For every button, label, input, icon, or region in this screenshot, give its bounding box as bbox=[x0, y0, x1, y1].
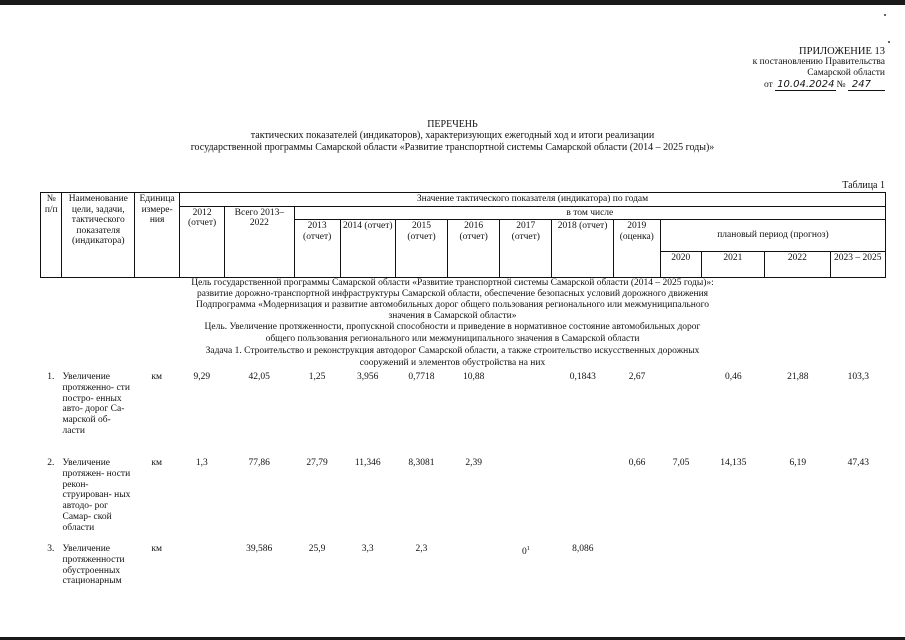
row-2013: 27,79 bbox=[306, 458, 328, 468]
row-name: Увеличение протяжен- ности рекон- струирован- ных автодо- рог Самар- ской области bbox=[62, 458, 131, 533]
row-2012 bbox=[179, 544, 224, 604]
row-2017 bbox=[500, 544, 552, 604]
document-subtitle-1: тактических показателей (индикаторов), характеризующих ежегодный ход и итоги реализации bbox=[250, 130, 655, 141]
row-2021: 0,46 bbox=[725, 372, 742, 382]
row-2013: 25,9 bbox=[308, 544, 326, 554]
indicator-table-header bbox=[40, 192, 886, 278]
row-2021: 14,135 bbox=[720, 458, 747, 468]
row-2019: 2,67 bbox=[628, 372, 646, 382]
scan-speck bbox=[884, 14, 886, 16]
goal-line: сооружений и элементов обустройства на них bbox=[359, 358, 546, 368]
row-2022 bbox=[765, 544, 831, 604]
scan-top-edge bbox=[0, 0, 905, 5]
annex-number: 247 bbox=[848, 79, 885, 91]
header-2022: 2022 bbox=[765, 252, 830, 278]
row-2020: 7,05 bbox=[672, 458, 690, 468]
header-2017: 2017 (отчет) bbox=[500, 220, 552, 278]
header-2012: 2012 (отчет) bbox=[180, 206, 225, 278]
header-2013: 2013 (отчет) bbox=[294, 220, 340, 278]
row-total: 42,05 bbox=[248, 372, 270, 382]
row-unit: км bbox=[151, 458, 163, 468]
row-2021 bbox=[702, 544, 766, 604]
header-2023: 2023 – 2025 bbox=[830, 252, 885, 278]
row-2016 bbox=[448, 544, 500, 604]
row-2017 bbox=[500, 458, 552, 544]
row-2012: 1,3 bbox=[195, 458, 208, 468]
goal-line: Цель. Увеличение протяженности, пропускной способности и приведение в нормативное состояние автомобильных дорог bbox=[204, 322, 701, 332]
row-2012: 9,29 bbox=[193, 372, 211, 382]
header-name: Наименование цели, задачи, тактического показателя (индикатора) bbox=[62, 193, 135, 278]
header-num: № п/п bbox=[41, 193, 62, 278]
table-row bbox=[40, 458, 886, 544]
goal-line: значения в Самарской области» bbox=[388, 311, 517, 321]
row-2015: 0,7718 bbox=[408, 372, 435, 382]
row-2020 bbox=[661, 372, 702, 458]
header-including: в том числе bbox=[294, 206, 885, 220]
header-unit: Единица измере- ния bbox=[135, 193, 180, 278]
row-2022: 21,88 bbox=[787, 372, 809, 382]
row-2014: 11,346 bbox=[354, 458, 381, 468]
goal-line: общего пользования регионального или межмуниципального значения в Самарской области bbox=[265, 334, 640, 344]
row-2018 bbox=[552, 458, 613, 544]
header-2018: 2018 (отчет) bbox=[552, 220, 613, 278]
row-2018: 0,1843 bbox=[569, 372, 596, 382]
header-2021: 2021 bbox=[701, 252, 764, 278]
row-2019: 0,66 bbox=[628, 458, 646, 468]
row-2013: 1,25 bbox=[308, 372, 326, 382]
header-values: Значение тактического показателя (индикатора) по годам bbox=[180, 193, 886, 207]
document-title: ПЕРЕЧЕНЬ bbox=[427, 119, 478, 130]
indicator-table-body bbox=[40, 372, 886, 604]
document-subtitle-2: государственной программы Самарской области «Развитие транспортной системы Самарской области (2014 – 2025 годы)» bbox=[190, 142, 715, 153]
annex-date: 10.04.2024 bbox=[777, 79, 835, 90]
row-unit: км bbox=[151, 372, 163, 382]
row-num: 2. bbox=[47, 458, 55, 468]
footnote-mark: 1 bbox=[526, 545, 530, 552]
goal-line: развитие дорожно-транспортной инфраструктуры Самарской области, обеспечение безопасных условий дорожного движения bbox=[196, 289, 709, 299]
row-2015: 2,3 bbox=[415, 544, 428, 554]
row-num: 1. bbox=[47, 372, 55, 382]
row-2015: 8,3081 bbox=[408, 458, 435, 468]
header-total: Всего 2013–2022 bbox=[225, 206, 295, 278]
scan-speck bbox=[888, 41, 890, 43]
row-2018: 8,086 bbox=[572, 544, 594, 554]
table-row bbox=[40, 544, 886, 604]
row-2023: 103,3 bbox=[847, 372, 869, 382]
annex-block bbox=[753, 46, 885, 91]
row-2016: 10,88 bbox=[463, 372, 485, 382]
goal-line: Задача 1. Строительство и реконструкция автодорог Самарской области, а также строительство искусственных дорожных bbox=[205, 346, 700, 356]
row-2014: 3,3 bbox=[361, 544, 374, 554]
row-2022: 6,19 bbox=[789, 458, 807, 468]
row-total: 39,586 bbox=[246, 544, 273, 554]
row-2014: 3,956 bbox=[357, 372, 379, 382]
annex-line-1: к постановлению Правительства bbox=[752, 57, 885, 67]
row-2023 bbox=[831, 544, 886, 604]
row-2017-value: 0 bbox=[521, 547, 527, 558]
row-2016: 2,39 bbox=[465, 458, 483, 468]
annex-from: от bbox=[764, 80, 773, 90]
header-2020: 2020 bbox=[660, 252, 701, 278]
row-unit: км bbox=[151, 544, 163, 554]
header-plan: плановый период (прогноз) bbox=[660, 220, 885, 252]
annex-title: ПРИЛОЖЕНИЕ 13 bbox=[799, 46, 885, 57]
row-2017 bbox=[500, 372, 552, 458]
header-2016: 2016 (отчет) bbox=[448, 220, 500, 278]
row-total: 77,86 bbox=[248, 458, 270, 468]
annex-date-line bbox=[764, 79, 885, 91]
goal-line: Цель государственной программы Самарской области «Развитие транспортной системы Самарской области (2014 – 2025 годы)»: bbox=[191, 278, 714, 288]
row-2019 bbox=[614, 544, 661, 604]
header-2014: 2014 (отчет) bbox=[340, 220, 395, 278]
table-row bbox=[40, 372, 886, 458]
row-num: 3. bbox=[47, 544, 55, 554]
table-label: Таблица 1 bbox=[842, 180, 885, 191]
row-name: Увеличение протяженности обустроенных стационарным bbox=[62, 544, 125, 587]
annex-line-2: Самарской области bbox=[807, 68, 885, 78]
row-2020 bbox=[661, 544, 702, 604]
header-2015: 2015 (отчет) bbox=[395, 220, 447, 278]
row-name: Увеличение протяженно- сти постро- енных авто- дорог Са- марской об- ласти bbox=[62, 372, 130, 436]
annex-no-sign: № bbox=[836, 80, 846, 90]
goal-line: Подпрограмма «Модернизация и развитие автомобильных дорог общего пользования регионального или межмуниципального bbox=[195, 300, 710, 310]
header-2019: 2019 (оценка) bbox=[613, 220, 660, 278]
row-2023: 47,43 bbox=[847, 458, 869, 468]
